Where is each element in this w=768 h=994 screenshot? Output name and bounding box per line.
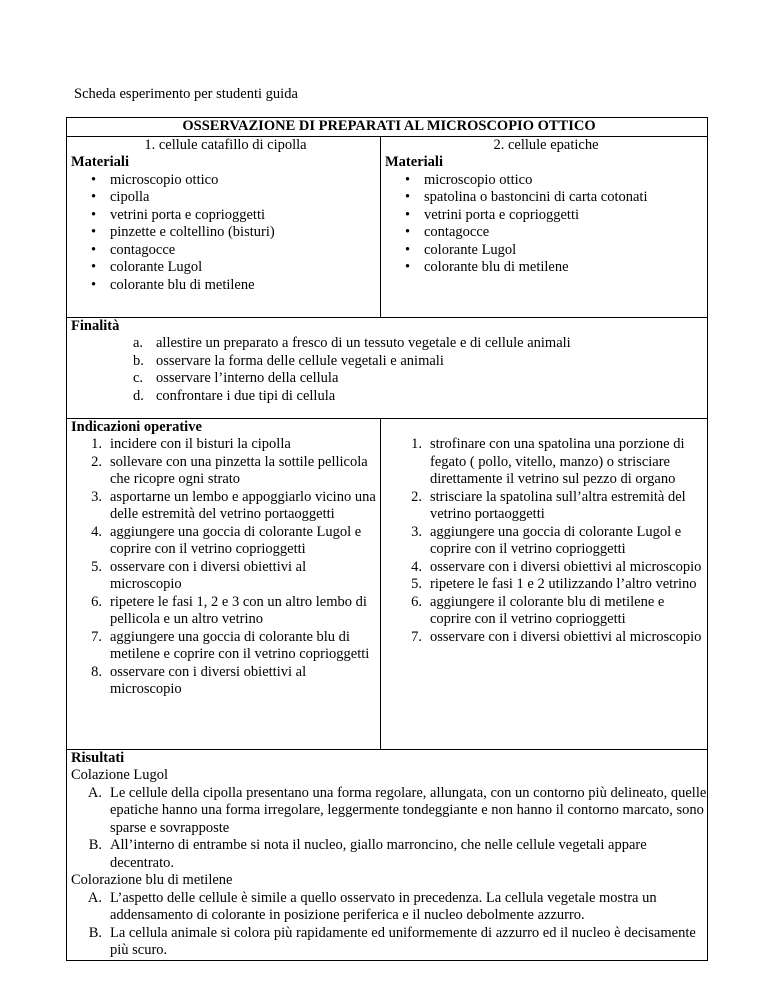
list-item — [391, 489, 707, 524]
list-item: • contagocce — [405, 224, 707, 242]
list-item — [391, 436, 707, 489]
list-text: sollevare con una pinzetta la sottile pellicola che ricopre ogni strato — [110, 453, 368, 487]
left-steps-list — [71, 436, 380, 699]
list-marker: a. — [133, 335, 144, 351]
list-marker: 2. — [411, 488, 422, 505]
list-marker: 5. — [411, 576, 422, 592]
list-item — [391, 559, 707, 577]
list-marker: B. — [88, 924, 102, 941]
risultati-cell — [67, 749, 708, 960]
list-text: osservare l’interno della cellula — [156, 370, 339, 386]
list-marker: 7. — [91, 628, 102, 645]
list-item: • colorante blu di metilene — [405, 259, 707, 277]
list-item — [71, 436, 380, 454]
list-text: incidere con il bisturi la cipolla — [110, 436, 291, 452]
finalita-row — [67, 317, 708, 418]
list-item — [71, 489, 380, 524]
list-item — [71, 890, 707, 925]
list-item — [71, 594, 380, 629]
list-item — [71, 785, 707, 838]
left-materials-label: Materiali — [71, 154, 129, 170]
list-text: strisciare la spatolina sull’altra estremità del vetrino portaoggetti — [430, 488, 686, 522]
table-title: OSSERVAZIONE DI PREPARATI AL MICROSCOPIO OTTICO — [67, 118, 708, 137]
finalita-cell — [67, 317, 708, 418]
materials-row — [67, 136, 708, 317]
list-text: Le cellule della cipolla presentano una forma regolare, allungata, con un contorno più delineato, quelle epatiche hanno una forma irregolare, leggermente tondeggiante e non hanno il contorno marcato, sono sparse e sovrapposte — [110, 784, 707, 836]
list-text: ripetere le fasi 1, 2 e 3 con un altro lembo di pellicola e un altro vetrino — [110, 593, 367, 627]
list-text: osservare con i diversi obiettivi al microscopio — [110, 558, 307, 592]
list-marker: 1. — [91, 436, 102, 452]
list-item: • vetrini porta e coprioggetti — [405, 207, 707, 225]
list-item: • microscopio ottico — [91, 172, 380, 190]
right-steps-cell — [381, 418, 708, 749]
list-text: La cellula animale si colora più rapidamente ed uniformemente di azzurro ed il nucleo è decisamente più scuro. — [110, 924, 696, 958]
right-materials-label: Materiali — [385, 154, 443, 170]
right-materials-cell — [381, 136, 708, 317]
right-steps-list — [391, 436, 707, 646]
list-item — [71, 388, 707, 406]
list-item — [71, 524, 380, 559]
list-item — [71, 629, 380, 664]
list-marker: 7. — [411, 628, 422, 645]
list-marker: B. — [88, 837, 102, 853]
list-item — [391, 629, 707, 647]
list-marker: 6. — [411, 593, 422, 610]
indicazioni-label: Indicazioni operative — [71, 418, 202, 435]
list-item — [71, 370, 707, 388]
list-item: • microscopio ottico — [405, 172, 707, 190]
risultati-row — [67, 749, 708, 960]
list-item — [71, 559, 380, 594]
list-item: • spatolina o bastoncini di carta cotonati — [405, 189, 707, 207]
document-heading: Scheda esperimento per studenti guida — [74, 86, 298, 102]
blu-label: Colorazione blu di metilene — [71, 872, 233, 888]
list-item — [391, 594, 707, 629]
list-item: • cipolla — [91, 189, 380, 207]
list-marker: b. — [133, 352, 144, 369]
list-item: • contagocce — [91, 242, 380, 260]
list-item — [391, 524, 707, 559]
list-item: • colorante Lugol — [405, 242, 707, 260]
right-column-header: 2. cellule epatiche — [493, 136, 599, 153]
list-text: aggiungere una goccia di colorante Lugol e coprire con il vetrino coprioggetti — [110, 523, 362, 557]
left-materials-cell — [67, 136, 381, 317]
list-item: • colorante Lugol — [91, 259, 380, 277]
experiment-table — [66, 117, 708, 961]
list-text: aggiungere una goccia di colorante blu di metilene e coprire con il vetrino coprioggetti — [110, 628, 370, 662]
list-marker: c. — [133, 370, 144, 386]
list-text: asportarne un lembo e appoggiarlo vicino una delle estremità del vetrino portaoggetti — [110, 488, 376, 522]
list-text: L’aspetto delle cellule è simile a quello osservato in precedenza. La cellula vegetale mostra un addensamento di colorante in posizione periferica e il nucleo debolmente azzurro. — [110, 889, 657, 923]
left-materials-list — [71, 172, 380, 295]
list-item — [71, 353, 707, 371]
list-marker: 6. — [91, 593, 102, 610]
list-marker: A. — [87, 889, 102, 906]
list-marker: 5. — [91, 558, 102, 575]
lugol-list — [71, 785, 707, 873]
list-text: osservare la forma delle cellule vegetali e animali — [156, 352, 444, 369]
list-text: osservare con i diversi obiettivi al microscopio — [430, 558, 702, 575]
blu-list — [71, 890, 707, 960]
risultati-label: Risultati — [71, 749, 125, 766]
list-marker: 1. — [411, 436, 422, 452]
list-item — [71, 335, 707, 353]
list-text: confrontare i due tipi di cellula — [156, 387, 336, 404]
left-steps-cell — [67, 418, 381, 749]
list-text: ripetere le fasi 1 e 2 utilizzando l’altro vetrino — [430, 576, 697, 592]
finalita-label: Finalità — [71, 317, 120, 334]
list-marker: 4. — [411, 558, 422, 575]
list-item: • pinzette e coltellino (bisturi) — [91, 224, 380, 242]
list-item — [71, 837, 707, 872]
indicazioni-row — [67, 418, 708, 749]
lugol-label: Colazione Lugol — [71, 767, 169, 783]
finalita-list — [71, 335, 707, 405]
list-text: aggiungere il colorante blu di metilene e coprire con il vetrino coprioggetti — [430, 593, 665, 627]
list-item — [71, 454, 380, 489]
list-item: • vetrini porta e coprioggetti — [91, 207, 380, 225]
list-text: aggiungere una goccia di colorante Lugol e coprire con il vetrino coprioggetti — [430, 523, 682, 557]
list-marker: 8. — [91, 663, 102, 680]
list-text: All’interno di entrambe si nota il nucleo, giallo marroncino, che nelle cellule vegetali appare decentrato. — [110, 837, 647, 871]
list-item — [391, 576, 707, 594]
list-item — [71, 925, 707, 960]
list-marker: d. — [133, 387, 144, 404]
list-marker: 3. — [91, 488, 102, 505]
list-text: strofinare con una spatolina una porzione di fegato ( pollo, vitello, manzo) o strisciare direttamente il vetrino sul pezzo di organo — [430, 436, 685, 487]
list-text: osservare con i diversi obiettivi al microscopio — [430, 628, 702, 645]
right-materials-list — [385, 172, 707, 277]
list-item: • colorante blu di metilene — [91, 277, 380, 295]
list-marker: 2. — [91, 453, 102, 470]
list-marker: 3. — [411, 523, 422, 540]
list-text: allestire un preparato a fresco di un tessuto vegetale e di cellule animali — [156, 335, 571, 351]
title-row — [67, 118, 708, 137]
list-text: osservare con i diversi obiettivi al microscopio — [110, 663, 307, 697]
list-item — [71, 664, 380, 699]
list-marker: 4. — [91, 523, 102, 540]
list-marker: A. — [87, 784, 102, 801]
left-column-header: 1. cellule catafillo di cipolla — [144, 136, 307, 153]
